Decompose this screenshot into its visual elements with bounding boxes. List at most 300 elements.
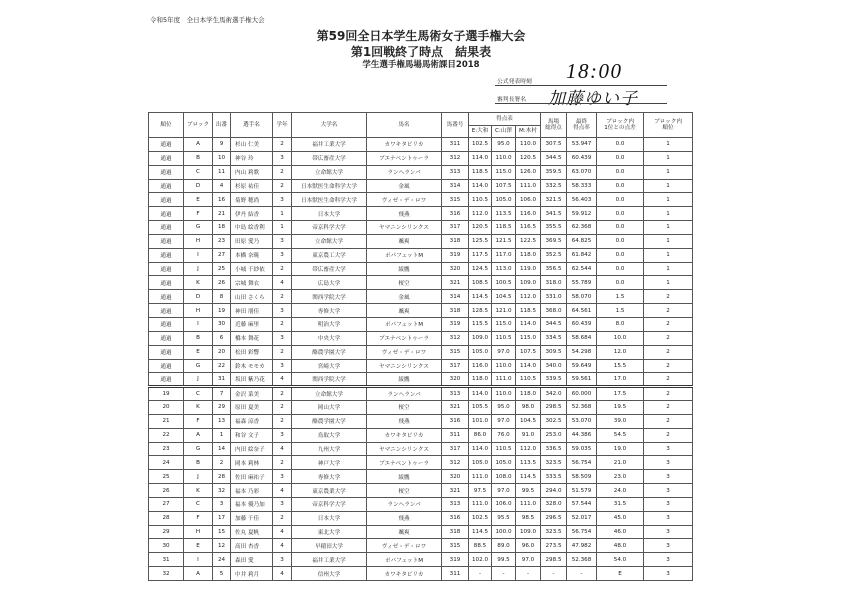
cell-rank: 30	[149, 539, 184, 553]
cell-university: 立命館大学	[292, 387, 367, 401]
cell-block-rank: 2	[644, 428, 693, 442]
cell-score-e: 114.0	[469, 442, 492, 456]
cell-block-rank: 2	[644, 359, 693, 373]
cell-score-c: 107.5	[492, 179, 516, 193]
cell-grade: 1	[273, 207, 292, 221]
cell-order: 15	[213, 525, 231, 539]
cell-score-e: 97.5	[469, 484, 492, 498]
cell-rider: 福森 涼香	[231, 414, 273, 428]
cell-horse-no: 318	[442, 234, 469, 248]
cell-grade: 2	[273, 414, 292, 428]
cell-score-c: 95.0	[492, 138, 516, 152]
cell-total: 296.5	[541, 511, 567, 525]
cell-block: C	[184, 165, 213, 179]
cell-block: A	[184, 428, 213, 442]
cell-block-rank: 1	[644, 248, 693, 262]
cell-score-c: 113.5	[492, 207, 516, 221]
judge-signature-label: 審判長署名	[497, 97, 526, 103]
cell-university: 福井工業大学	[292, 138, 367, 152]
cell-diff: 0.0	[597, 276, 644, 290]
cell-score-e: 114.0	[469, 387, 492, 401]
table-row	[149, 234, 693, 248]
cell-percent: 60.439	[567, 317, 597, 331]
cell-university: 酪農学園大学	[292, 345, 367, 359]
cell-horse-no: 311	[442, 138, 469, 152]
cell-diff: 45.0	[597, 511, 644, 525]
cell-block-rank: 2	[644, 401, 693, 415]
cell-score-c: 99.5	[492, 553, 516, 567]
cell-horse-no: 318	[442, 304, 469, 318]
cell-rank: 通過	[149, 276, 184, 290]
cell-horse-no: 313	[442, 387, 469, 401]
cell-rank: 通過	[149, 304, 184, 318]
cell-block-rank: 1	[644, 151, 693, 165]
cell-rider: 中井 莉月	[231, 567, 273, 581]
cell-university: 広島大学	[292, 276, 367, 290]
cell-diff: 0.0	[597, 138, 644, 152]
cell-horse: 綾鷹	[367, 470, 442, 484]
cell-horse: ヤマニンシリンクス	[367, 221, 442, 235]
cell-score-m: 112.0	[516, 290, 541, 304]
cell-total: 341.5	[541, 207, 567, 221]
cell-horse: ヴィゼ・デ・ロワ	[367, 193, 442, 207]
cell-horse: ランヘランバ	[367, 165, 442, 179]
cell-rider: 菊野 穂尚	[231, 193, 273, 207]
event-note: 令和5年度 全日本学生馬術選手権大会	[150, 16, 265, 24]
cell-rank: 通過	[149, 234, 184, 248]
cell-block: J	[184, 373, 213, 387]
cell-score-c: 100.5	[492, 276, 516, 290]
table-row	[149, 442, 693, 456]
cell-total: 355.5	[541, 221, 567, 235]
cell-rank: 22	[149, 428, 184, 442]
cell-total: 359.5	[541, 165, 567, 179]
cell-block: G	[184, 442, 213, 456]
cell-horse: ヤマニンシリンクス	[367, 442, 442, 456]
cell-order: 5	[213, 567, 231, 581]
cell-horse-no: 312	[442, 151, 469, 165]
cell-university: 鳥取大学	[292, 428, 367, 442]
cell-score-c: 104.5	[492, 290, 516, 304]
cell-block: H	[184, 234, 213, 248]
cell-diff: 12.0	[597, 345, 644, 359]
page-subtitle: 第1回戦終了時点 結果表	[350, 45, 492, 59]
cell-score-c: 106.0	[492, 497, 516, 511]
table-row	[149, 138, 693, 152]
cell-horse: 綾鷹	[367, 262, 442, 276]
cell-diff: 1.5	[597, 290, 644, 304]
header-score-e: E:大和	[469, 125, 492, 138]
cell-horse: 金風	[367, 179, 442, 193]
cell-score-m: 112.0	[516, 442, 541, 456]
cell-rank: 32	[149, 567, 184, 581]
cell-grade: 4	[273, 442, 292, 456]
cell-university: 九州大学	[292, 442, 367, 456]
cell-total: 340.0	[541, 359, 567, 373]
cell-diff: 0.0	[597, 165, 644, 179]
cell-block-rank: 1	[644, 193, 693, 207]
cell-score-c: 95.0	[492, 401, 516, 415]
cell-diff: 0.0	[597, 262, 644, 276]
cell-grade: 3	[273, 359, 292, 373]
table-row	[149, 262, 693, 276]
cell-score-e: 101.0	[469, 414, 492, 428]
cell-horse-no: 317	[442, 359, 469, 373]
cell-university: 東北大学	[292, 525, 367, 539]
header-score-c: C:山澤	[492, 125, 516, 138]
cell-score-c: 97.0	[492, 345, 516, 359]
cell-grade: 2	[273, 262, 292, 276]
cell-horse: ブエナベントゥーラ	[367, 151, 442, 165]
cell-score-e: 102.5	[469, 511, 492, 525]
cell-score-e: 118.0	[469, 373, 492, 387]
cell-score-m: 114.0	[516, 317, 541, 331]
table-row	[149, 248, 693, 262]
cell-block-rank: 2	[644, 373, 693, 387]
cell-total: 298.5	[541, 401, 567, 415]
cell-horse: 颯爽	[367, 304, 442, 318]
cell-order: 31	[213, 373, 231, 387]
cell-score-c: 118.5	[492, 221, 516, 235]
header-horse-no: 馬番号	[442, 113, 469, 138]
cell-rank: 通過	[149, 193, 184, 207]
cell-horse: ポパフェットM	[367, 317, 442, 331]
cell-university: 神戸大学	[292, 456, 367, 470]
cell-score-m: 99.5	[516, 484, 541, 498]
header-rider: 選手名	[231, 113, 273, 138]
cell-horse: ポパフェットM	[367, 553, 442, 567]
cell-rank: 通過	[149, 345, 184, 359]
cell-block-rank: 3	[644, 539, 693, 553]
header-block-rank: ブロック内 順位	[644, 113, 693, 138]
cell-university: 専修大学	[292, 304, 367, 318]
cell-grade: 4	[273, 373, 292, 387]
cell-score-c: 97.0	[492, 484, 516, 498]
cell-rider: 杉山 仁美	[231, 138, 273, 152]
cell-university: 岡山大学	[292, 401, 367, 415]
cell-score-e: 86.0	[469, 428, 492, 442]
cell-order: 18	[213, 221, 231, 235]
cell-score-m: 114.5	[516, 470, 541, 484]
cell-rider: 中島 絵香利	[231, 221, 273, 235]
cell-horse: ポパフェットM	[367, 248, 442, 262]
cell-horse-no: 319	[442, 248, 469, 262]
cell-horse: 桜空	[367, 484, 442, 498]
cell-block-rank: 3	[644, 442, 693, 456]
cell-rank: 通過	[149, 262, 184, 276]
cell-score-m: 110.5	[516, 373, 541, 387]
cell-score-m: 126.0	[516, 165, 541, 179]
table-row	[149, 179, 693, 193]
cell-grade: 4	[273, 539, 292, 553]
cell-rank: 通過	[149, 138, 184, 152]
cell-rider: 原田 夏美	[231, 401, 273, 415]
cell-diff: 1.5	[597, 304, 644, 318]
cell-percent: 62.368	[567, 221, 597, 235]
header-row	[149, 113, 693, 126]
cell-order: 32	[213, 484, 231, 498]
judge-signature: 加藤ゆい子	[548, 89, 638, 108]
cell-total: -	[541, 567, 567, 581]
cell-percent: 59.649	[567, 359, 597, 373]
cell-horse: ヤマニンシリンクス	[367, 359, 442, 373]
cell-rider: 福本 優乃加	[231, 497, 273, 511]
cell-university: 明治大学	[292, 317, 367, 331]
cell-grade: 2	[273, 387, 292, 401]
cell-rider: 岡本 莉林	[231, 456, 273, 470]
cell-block: D	[184, 179, 213, 193]
cell-horse-no: 318	[442, 525, 469, 539]
page-title: 第59回全日本学生馬術女子選手権大会	[316, 29, 526, 43]
cell-score-c: 76.0	[492, 428, 516, 442]
cell-block: C	[184, 497, 213, 511]
cell-grade: 3	[273, 428, 292, 442]
cell-score-m: 96.0	[516, 539, 541, 553]
header-rank: 順位	[149, 113, 184, 138]
cell-total: 368.0	[541, 304, 567, 318]
cell-score-e: 115.5	[469, 317, 492, 331]
cell-rider: 橋本 舞花	[231, 331, 273, 345]
cell-percent: 62.544	[567, 262, 597, 276]
cell-horse: ランヘランバ	[367, 497, 442, 511]
cell-diff: 17.0	[597, 373, 644, 387]
cell-horse: 飛燕	[367, 207, 442, 221]
cell-order: 27	[213, 248, 231, 262]
cell-grade: 4	[273, 525, 292, 539]
cell-grade: 3	[273, 331, 292, 345]
cell-total: 344.5	[541, 151, 567, 165]
cell-horse: 金風	[367, 290, 442, 304]
cell-horse-no: 313	[442, 497, 469, 511]
cell-order: 1	[213, 428, 231, 442]
cell-block-rank: 2	[644, 387, 693, 401]
cell-percent: 56.754	[567, 456, 597, 470]
cell-score-m: 97.0	[516, 553, 541, 567]
table-row	[149, 456, 693, 470]
table-row	[149, 331, 693, 345]
cell-rank: 通過	[149, 290, 184, 304]
cell-block-rank: 1	[644, 276, 693, 290]
cell-horse: ブエナベントゥーラ	[367, 331, 442, 345]
cell-percent: 56.403	[567, 193, 597, 207]
cell-university: 東京農工大学	[292, 248, 367, 262]
table-row	[149, 525, 693, 539]
cell-rank: 19	[149, 387, 184, 401]
header-total: 馬場 総得点	[541, 113, 567, 138]
cell-university: 中央大学	[292, 331, 367, 345]
test-name: 学生選手権馬場馬術課目2018	[362, 60, 480, 70]
cell-percent: 52.368	[567, 401, 597, 415]
results-table	[148, 112, 693, 581]
cell-rider: 田原 愛乃	[231, 234, 273, 248]
cell-total: 356.5	[541, 262, 567, 276]
cell-total: 323.5	[541, 456, 567, 470]
cell-percent: -	[567, 567, 597, 581]
cell-total: 253.0	[541, 428, 567, 442]
cell-rank: 通過	[149, 317, 184, 331]
cell-grade: 2	[273, 165, 292, 179]
cell-percent: 59.561	[567, 373, 597, 387]
cell-score-c: 115.0	[492, 165, 516, 179]
cell-order: 14	[213, 442, 231, 456]
cell-rank: 24	[149, 456, 184, 470]
cell-horse-no: 316	[442, 414, 469, 428]
cell-score-c: 121.5	[492, 234, 516, 248]
cell-grade: 1	[273, 221, 292, 235]
cell-order: 11	[213, 165, 231, 179]
cell-block: K	[184, 401, 213, 415]
table-row	[149, 484, 693, 498]
cell-total: 332.5	[541, 179, 567, 193]
cell-block-rank: 3	[644, 456, 693, 470]
cell-block: F	[184, 414, 213, 428]
cell-percent: 55.789	[567, 276, 597, 290]
cell-block-rank: 1	[644, 138, 693, 152]
cell-score-c: -	[492, 567, 516, 581]
cell-score-m: 118.5	[516, 304, 541, 318]
header-block: ブロック	[184, 113, 213, 138]
cell-order: 28	[213, 470, 231, 484]
cell-horse-no: 319	[442, 317, 469, 331]
cell-horse-no: 315	[442, 193, 469, 207]
cell-score-c: 121.0	[492, 304, 516, 318]
cell-percent: 58.070	[567, 290, 597, 304]
cell-rank: 28	[149, 511, 184, 525]
cell-score-m: 98.5	[516, 511, 541, 525]
cell-block: H	[184, 304, 213, 318]
cell-block-rank: 3	[644, 525, 693, 539]
cell-rank: 29	[149, 525, 184, 539]
cell-horse: 桜空	[367, 401, 442, 415]
cell-university: 関西学院大学	[292, 373, 367, 387]
cell-order: 30	[213, 317, 231, 331]
cell-score-e: 110.5	[469, 193, 492, 207]
cell-percent: 59.035	[567, 442, 597, 456]
table-row	[149, 401, 693, 415]
cell-order: 8	[213, 290, 231, 304]
table-row	[149, 373, 693, 387]
cell-score-e: -	[469, 567, 492, 581]
cell-total: 318.0	[541, 276, 567, 290]
cell-total: 336.5	[541, 442, 567, 456]
cell-order: 12	[213, 539, 231, 553]
cell-rider: 佐丸 夏帆	[231, 525, 273, 539]
cell-score-m: 116.5	[516, 221, 541, 235]
cell-horse-no: 312	[442, 456, 469, 470]
cell-rank: 通過	[149, 165, 184, 179]
cell-horse-no: 319	[442, 553, 469, 567]
cell-total: 344.5	[541, 317, 567, 331]
cell-horse-no: 316	[442, 511, 469, 525]
cell-horse: 颯爽	[367, 525, 442, 539]
table-row	[149, 359, 693, 373]
cell-block: G	[184, 221, 213, 235]
cell-order: 25	[213, 262, 231, 276]
cell-order: 2	[213, 456, 231, 470]
cell-block: A	[184, 567, 213, 581]
cell-block: B	[184, 331, 213, 345]
cell-total: 333.5	[541, 470, 567, 484]
cell-percent: 52.368	[567, 553, 597, 567]
cell-block-rank: 1	[644, 234, 693, 248]
cell-diff: 23.0	[597, 470, 644, 484]
table-body	[149, 138, 693, 581]
cell-score-e: 124.5	[469, 262, 492, 276]
cell-block-rank: 3	[644, 484, 693, 498]
cell-score-e: 108.5	[469, 276, 492, 290]
cell-total: 273.5	[541, 539, 567, 553]
cell-university: 帯広畜産大学	[292, 151, 367, 165]
cell-score-m: 106.0	[516, 193, 541, 207]
cell-block: K	[184, 484, 213, 498]
cell-score-c: 100.0	[492, 525, 516, 539]
cell-rider: 金沢 菜美	[231, 387, 273, 401]
cell-percent: 60.439	[567, 151, 597, 165]
cell-block: E	[184, 539, 213, 553]
cell-percent: 53.947	[567, 138, 597, 152]
table-row	[149, 221, 693, 235]
cell-rank: 26	[149, 484, 184, 498]
cell-score-m: 91.0	[516, 428, 541, 442]
cell-grade: 2	[273, 345, 292, 359]
cell-score-m: 116.0	[516, 207, 541, 221]
cell-order: 24	[213, 553, 231, 567]
cell-order: 26	[213, 276, 231, 290]
cell-block: B	[184, 456, 213, 470]
cell-score-c: 110.0	[492, 387, 516, 401]
cell-rider: 鈴木 モモカ	[231, 359, 273, 373]
cell-grade: 3	[273, 497, 292, 511]
table-row	[149, 151, 693, 165]
cell-block: C	[184, 387, 213, 401]
cell-percent: 60.000	[567, 387, 597, 401]
cell-university: 帯広畜産大学	[292, 262, 367, 276]
cell-university: 帝京科学大学	[292, 497, 367, 511]
table-row	[149, 207, 693, 221]
cell-block-rank: 3	[644, 511, 693, 525]
cell-rider: 小城 千紗依	[231, 262, 273, 276]
cell-rider: 本橋 奈暁	[231, 248, 273, 262]
cell-university: 日本大学	[292, 207, 367, 221]
cell-total: 352.5	[541, 248, 567, 262]
cell-score-c: 110.5	[492, 442, 516, 456]
cell-percent: 51.579	[567, 484, 597, 498]
header-diff: ブロック内 1位との点差	[597, 113, 644, 138]
cell-grade: 2	[273, 401, 292, 415]
cell-score-e: 109.0	[469, 331, 492, 345]
cell-order: 6	[213, 331, 231, 345]
cell-block-rank: 1	[644, 221, 693, 235]
cell-order: 10	[213, 151, 231, 165]
cell-rider: 坂田 紫乃花	[231, 373, 273, 387]
cell-order: 16	[213, 193, 231, 207]
cell-rank: 27	[149, 497, 184, 511]
cell-rank: 25	[149, 470, 184, 484]
cell-horse-no: 321	[442, 484, 469, 498]
cell-diff: 54.5	[597, 428, 644, 442]
cell-rank: 通過	[149, 359, 184, 373]
cell-percent: 58.509	[567, 470, 597, 484]
cell-university: 宮崎大学	[292, 359, 367, 373]
cell-score-c: 110.0	[492, 151, 516, 165]
cell-university: 帝京科学大学	[292, 221, 367, 235]
cell-diff: 54.0	[597, 553, 644, 567]
cell-rider: 和谷 文子	[231, 428, 273, 442]
cell-percent: 44.386	[567, 428, 597, 442]
cell-horse: ヴィゼ・デ・ロワ	[367, 539, 442, 553]
cell-grade: 2	[273, 456, 292, 470]
header-university: 大学名	[292, 113, 367, 138]
